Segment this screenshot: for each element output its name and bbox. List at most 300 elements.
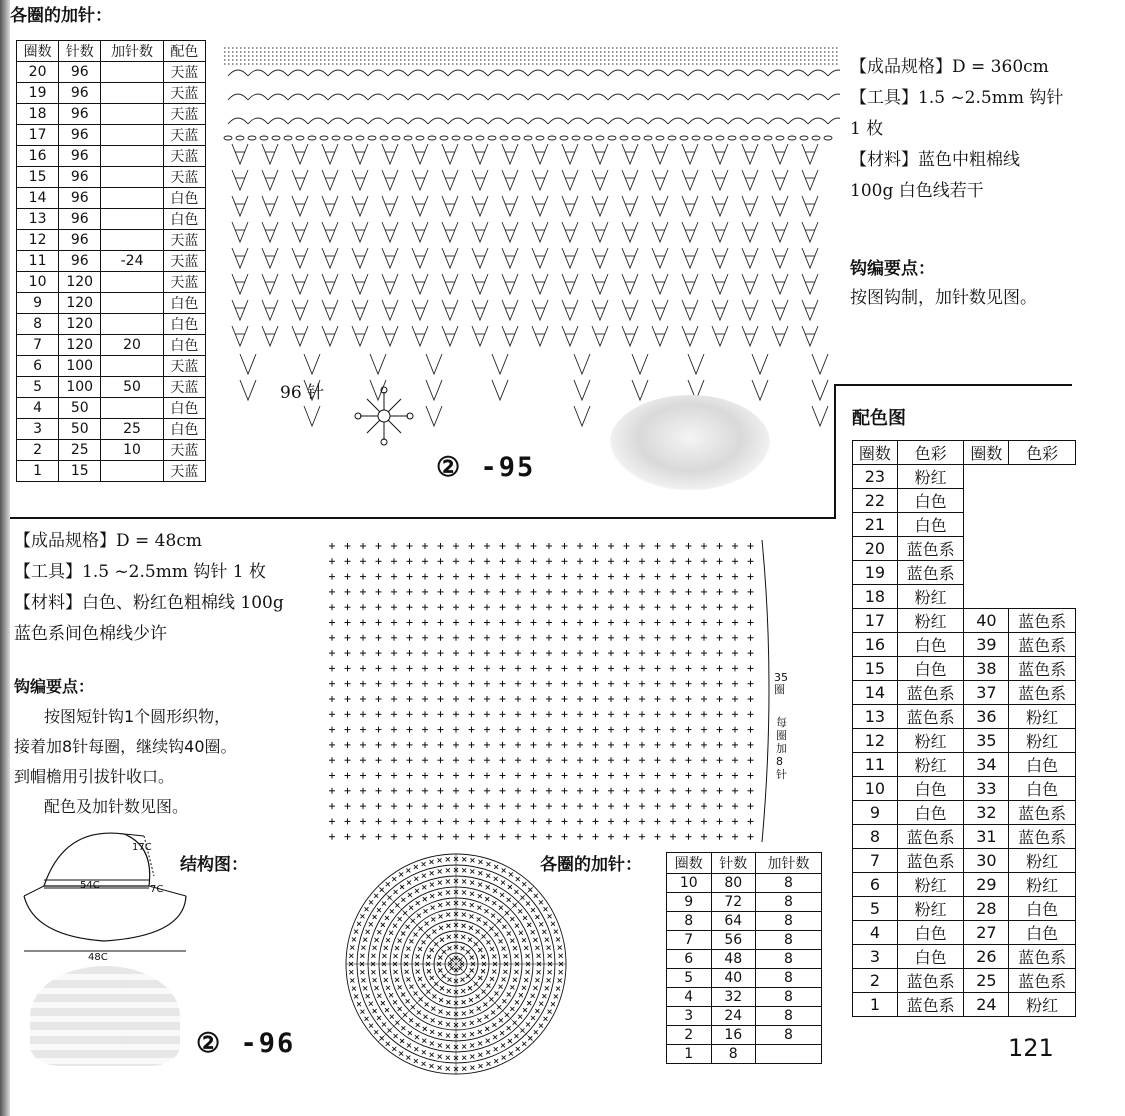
chain-arc [688,94,708,100]
table-row [853,945,1076,969]
chain-arc [668,94,688,100]
table-row [17,461,206,482]
chain-arc [508,70,528,76]
table-cell: 100 [59,377,101,398]
table-cell: 11 [17,251,59,272]
color-chart-title: 配色图 [852,408,906,429]
v-stitch [802,274,818,294]
table-cell: 天蓝 [163,377,205,398]
hanging-point [752,380,768,400]
table-cell: 15 [17,167,59,188]
round-increase-table [16,40,206,482]
grid-note-increase: 每圈加8针 [776,716,787,781]
table-cell: 9 [17,293,59,314]
chain-stitch [752,136,760,140]
color-cell: 白色 [897,633,964,657]
chain-arc [728,118,748,124]
chain-stitch [272,136,280,140]
chain-stitch [740,136,748,140]
hanging-point [492,380,508,400]
v-stitch [682,326,698,346]
table-cell: 8 [756,931,822,950]
v-stitch [322,196,338,216]
binding-shadow [0,0,10,1116]
table-cell: 20 [101,335,164,356]
table-cell: 8 [711,1045,756,1064]
v-stitch [232,222,248,242]
table-cell: 5 [667,969,712,988]
chain-stitch [392,136,400,140]
color-cell: 粉红 [897,585,964,609]
chain-arc [268,70,288,76]
color-cell: 白色 [1009,777,1076,801]
hat-structure-diagram [14,816,194,956]
v-stitch [232,248,248,268]
color-cell: 白色 [1009,921,1076,945]
table-header-row [17,41,206,62]
chain-arc [348,118,368,124]
round-cell: 2 [853,969,898,993]
chain-stitch [284,136,292,140]
v-stitch [442,222,458,242]
pattern-96-specs [14,526,284,650]
table-cell: 96 [59,209,101,230]
points-list-96 [14,702,237,822]
v-stitch [802,196,818,216]
chain-arc [748,70,768,76]
table-cell: 天蓝 [163,146,205,167]
v-stitch [262,274,278,294]
chain-arc [588,70,608,76]
color-cell: 蓝色系 [897,849,964,873]
v-stitch [682,222,698,242]
v-stitch [622,248,638,268]
v-stitch [262,222,278,242]
v-stitch [742,222,758,242]
table-row [667,893,822,912]
table-row [853,561,1076,585]
chain-arc [768,118,788,124]
v-stitch [682,248,698,268]
v-stitch [742,170,758,190]
v-stitch [682,144,698,164]
v-stitch [292,170,308,190]
spec-size: 【成品规格】D = 360cm [850,57,1049,77]
chain-stitch [476,136,484,140]
v-stitch [652,170,668,190]
round-cell: 31 [964,825,1009,849]
v-stitch [382,326,398,346]
v-stitch [532,196,548,216]
chain-arc [468,118,488,124]
color-cell: 蓝色系 [897,969,964,993]
v-stitch [382,196,398,216]
v-stitch [262,326,278,346]
chain-arc [608,118,628,124]
table-row [853,609,1076,633]
table-cell: 25 [101,419,164,440]
table-cell: 3 [17,419,59,440]
v-stitch [532,170,548,190]
chain-stitch [596,136,604,140]
table-cell: 天蓝 [163,230,205,251]
v-stitch [472,170,488,190]
table-cell: 96 [59,230,101,251]
table-row [17,230,206,251]
round-cell: 29 [964,873,1009,897]
v-stitch [712,196,728,216]
chain-arc [768,94,788,100]
chain-stitch [236,136,244,140]
table-cell: 6 [667,950,712,969]
chain-arc [828,118,840,124]
color-cell: 粉红 [897,897,964,921]
table-cell: 20 [17,62,59,83]
chain-stitch [644,136,652,140]
round-cell: 30 [964,849,1009,873]
table-cell: 50 [59,419,101,440]
table-row [17,188,206,209]
round-cell: 11 [853,753,898,777]
chain-arc [728,94,748,100]
empty-cell [1009,465,1076,489]
table-cell: 白色 [163,335,205,356]
table-row [17,314,206,335]
v-stitch [442,326,458,346]
table-cell: 120 [59,314,101,335]
chain-arc [308,94,328,100]
chain-stitch [308,136,316,140]
hanging-point [492,354,508,374]
table-cell: 96 [59,146,101,167]
hanging-point [632,354,648,374]
v-stitch [322,222,338,242]
chain-arc [628,94,648,100]
v-stitch [352,274,368,294]
v-stitch [712,248,728,268]
color-cell: 粉红 [897,753,964,777]
table-cell: 16 [711,1026,756,1045]
chain-arc [568,118,588,124]
color-cell: 粉红 [1009,849,1076,873]
chain-arc [508,94,528,100]
table-cell [101,293,164,314]
table-header-row [853,441,1076,465]
v-stitch [652,300,668,320]
hanging-point [812,380,828,400]
table-row [853,753,1076,777]
chain-stitch [680,136,688,140]
chain-arc [628,70,648,76]
point-2: 接着加8针每圈，继续钩40圈。 [14,737,237,756]
table-cell: 天蓝 [163,167,205,188]
color-cell: 蓝色系 [897,705,964,729]
table-row [853,825,1076,849]
v-stitch [412,144,428,164]
table-cell: 19 [17,83,59,104]
hanging-point [574,380,590,400]
chain-arc [348,94,368,100]
hanging-point [752,354,768,374]
empty-cell [964,489,1009,513]
dim-brim-side: 7C [150,884,164,895]
v-stitch [742,144,758,164]
chain-stitch [632,136,640,140]
table-row [667,988,822,1007]
round-cell: 35 [964,729,1009,753]
empty-cell [964,537,1009,561]
hanging-point [304,354,320,374]
table-row [853,657,1076,681]
empty-cell [964,561,1009,585]
v-stitch [502,170,518,190]
chain-arc [228,94,248,100]
table-row [17,251,206,272]
hanging-point [426,406,442,426]
table-cell [101,146,164,167]
table-cell: 7 [667,931,712,950]
table-cell: 100 [59,356,101,377]
v-stitch [622,196,638,216]
v-stitch [712,170,728,190]
v-stitch [622,274,638,294]
chain-arc [248,118,268,124]
v-stitch [562,222,578,242]
chain-stitch [248,136,256,140]
single-crochet-grid [326,536,776,846]
round-group [346,854,566,1074]
chain-arc [828,94,840,100]
points-title-95: 钩编要点： [850,259,935,279]
v-stitch [232,274,248,294]
spec96-tool: 【工具】1.5 ~2.5mm 钩针 1 枚 [14,562,266,582]
chain-stitch [524,136,532,140]
v-stitch [532,274,548,294]
round-cell: 25 [964,969,1009,993]
hanging-point [304,406,320,426]
v-stitch [292,274,308,294]
table-cell: 8 [667,912,712,931]
table-row [853,777,1076,801]
v-stitch [592,300,608,320]
table-row [853,729,1076,753]
v-stitch [442,196,458,216]
chain-stitch [572,136,580,140]
header-cell: 加针数 [756,853,822,874]
chain-stitch [728,136,736,140]
color-cell: 蓝色系 [897,537,964,561]
chain-arc [488,70,508,76]
table-row [853,489,1076,513]
stitch-group [224,48,840,426]
table-row [17,293,206,314]
divider-horizontal-right [834,384,1072,386]
cross-group [329,540,769,842]
table-cell: 8 [17,314,59,335]
chain-arc [648,94,668,100]
table-cell [101,314,164,335]
chain-stitch [512,136,520,140]
chain-arc [788,70,808,76]
hanging-point [688,354,704,374]
hanging-point [370,354,386,374]
chain-stitch [260,136,268,140]
v-stitch [592,326,608,346]
v-stitch [352,300,368,320]
chain-arc [288,94,308,100]
color-cell: 白色 [897,489,964,513]
v-stitch [412,196,428,216]
point-1: 按图短针钩1个圆形织物， [44,707,231,726]
table-cell: 32 [711,988,756,1007]
v-stitch [292,326,308,346]
chain-arc [608,94,628,100]
color-cell: 粉红 [897,465,964,489]
chain-arc [808,118,828,124]
top-table-title: 各圈的加针： [10,6,112,26]
table-row [853,465,1076,489]
header-cell: 圈数 [964,441,1009,465]
chain-arc [708,118,728,124]
v-stitch [562,274,578,294]
v-stitch [622,144,638,164]
table-cell: 7 [17,335,59,356]
chain-arc [268,94,288,100]
table-cell: 1 [667,1045,712,1064]
round-cell: 10 [853,777,898,801]
chain-arc [368,118,388,124]
v-stitch [742,300,758,320]
chain-arc [568,94,588,100]
v-stitch [352,222,368,242]
spec96-size: 【成品规格】D = 48cm [14,531,202,551]
table-cell: 天蓝 [163,356,205,377]
round-cell: 40 [964,609,1009,633]
table-row [17,209,206,230]
chain-stitch [380,136,388,140]
table-cell [101,398,164,419]
table-cell: 8 [756,912,822,931]
spec-tool: 【工具】1.5 ~2.5mm 钩针 [850,88,1064,108]
v-stitch [772,300,788,320]
color-cell: 粉红 [897,873,964,897]
v-stitch [502,248,518,268]
chain-arc [428,70,448,76]
v-stitch [652,144,668,164]
chain-stitch [500,136,508,140]
table-cell: -24 [101,251,164,272]
table-cell: 96 [59,125,101,146]
point-3: 到帽檐用引拔针收口。 [14,767,175,786]
v-stitch [772,170,788,190]
chain-arc [568,70,588,76]
color-cell: 粉红 [1009,729,1076,753]
chain-arc [408,70,428,76]
round-cell: 9 [853,801,898,825]
structure-label: 结构图： [180,855,248,875]
v-stitch [802,326,818,346]
color-cell: 白色 [1009,897,1076,921]
table-cell: 5 [17,377,59,398]
v-stitch [742,248,758,268]
chain-arc [548,70,568,76]
v-stitch [772,274,788,294]
table-cell [101,356,164,377]
color-cell: 白色 [897,513,964,537]
table-cell [101,104,164,125]
chain-arc [748,94,768,100]
table-row [853,513,1076,537]
v-stitch [382,144,398,164]
round-cell: 17 [853,609,898,633]
color-cell: 白色 [897,657,964,681]
table-row [17,146,206,167]
chain-arc [288,70,308,76]
table-cell [101,461,164,482]
chain-arc [388,70,408,76]
round-cell: 24 [964,993,1009,1017]
chain-stitch [812,136,820,140]
v-stitch [502,144,518,164]
v-stitch [382,274,398,294]
v-stitch [472,196,488,216]
v-stitch [322,170,338,190]
chain-arc [668,70,688,76]
header-cell: 加针数 [101,41,164,62]
v-stitch [562,300,578,320]
chain-stitch [428,136,436,140]
v-stitch [412,300,428,320]
v-stitch [562,144,578,164]
v-stitch [472,274,488,294]
table-row [667,874,822,893]
points-title-96: 钩编要点： [14,677,95,696]
v-stitch [682,170,698,190]
v-stitch [802,300,818,320]
v-stitch [232,326,248,346]
v-stitch [232,300,248,320]
table-row [17,167,206,188]
empty-cell [1009,513,1076,537]
round-cell: 16 [853,633,898,657]
chain-arc [408,94,428,100]
table-cell [756,1045,822,1064]
v-stitch [442,170,458,190]
table-cell: 9 [667,893,712,912]
round-cell: 27 [964,921,1009,945]
table-cell: 白色 [163,293,205,314]
table-cell: 96 [59,251,101,272]
table-cell [101,167,164,188]
v-stitch [742,196,758,216]
v-stitch [712,144,728,164]
v-stitch [592,222,608,242]
table-cell: 56 [711,931,756,950]
v-stitch [592,274,608,294]
chain-stitch [788,136,796,140]
spec-material-extra: 100g 白色线若干 [850,181,984,201]
v-stitch [742,274,758,294]
v-stitch [472,144,488,164]
round-cell: 14 [853,681,898,705]
chain-stitch [536,136,544,140]
table-cell: 25 [59,440,101,461]
table-row [17,440,206,461]
chain-arc [588,118,608,124]
table-cell: 12 [17,230,59,251]
table-cell: 白色 [163,398,205,419]
chain-arc [228,118,248,124]
